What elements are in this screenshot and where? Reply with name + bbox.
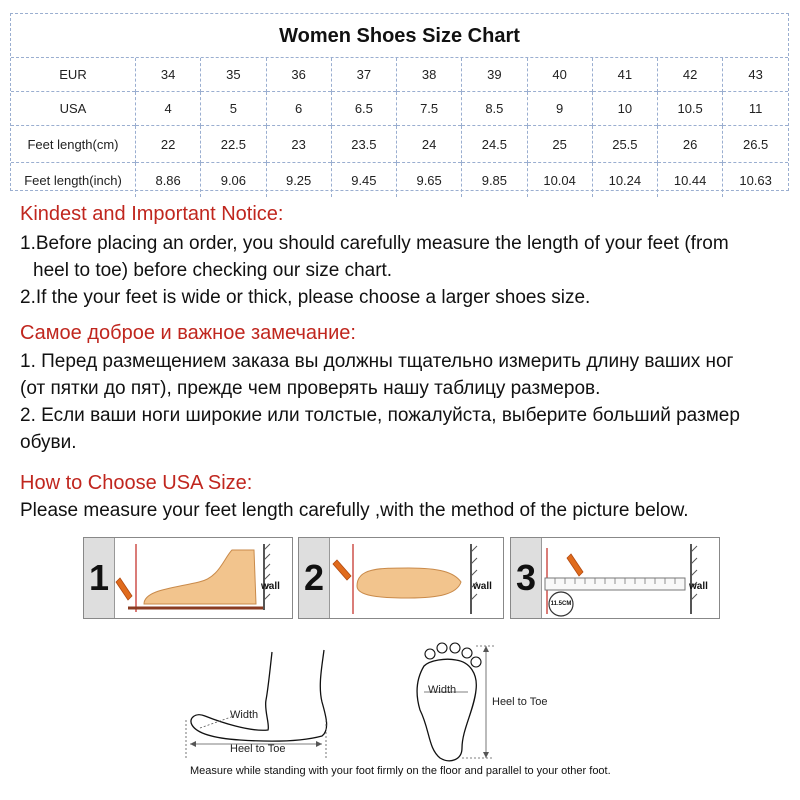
step-1-figure bbox=[83, 537, 293, 619]
table-cell: 9 bbox=[527, 92, 592, 126]
table-cell: 25 bbox=[527, 126, 592, 163]
step-1-number: 1 bbox=[88, 557, 110, 598]
table-cell: 38 bbox=[397, 58, 462, 92]
ruler-measure-illustration bbox=[541, 538, 721, 620]
table-cell: 10.04 bbox=[527, 163, 592, 198]
step-3-number: 3 bbox=[515, 557, 537, 598]
table-cell: 24 bbox=[397, 126, 462, 163]
notice-ru-line1b: (от пятки до пят), прежде чем проверять нашу таблицу размеров. bbox=[20, 378, 601, 399]
measure-caption: Measure while standing with your foot firmly on the floor and parallel to your other foot. bbox=[190, 765, 611, 777]
table-cell: 9.25 bbox=[266, 163, 331, 198]
table-cell: 24.5 bbox=[462, 126, 527, 163]
table-cell: 6 bbox=[266, 92, 331, 126]
notice-en-line1b: heel to toe) before checking our size chart. bbox=[33, 260, 393, 281]
table-cell: 11 bbox=[723, 92, 788, 126]
table-cell: 9.06 bbox=[201, 163, 266, 198]
table-row bbox=[11, 92, 788, 126]
table-cell: 10.5 bbox=[658, 92, 723, 126]
notice-ru-heading: Самое доброе и важное замечание: bbox=[20, 322, 356, 344]
step-3-figure bbox=[510, 537, 720, 619]
table-cell: 23.5 bbox=[331, 126, 396, 163]
table-cell: 5 bbox=[201, 92, 266, 126]
table-cell: 22 bbox=[136, 126, 201, 163]
notice-en-line2: 2.If the your feet is wide or thick, please choose a larger shoes size. bbox=[20, 287, 591, 308]
howto-heading: How to Choose USA Size: bbox=[20, 472, 253, 494]
table-cell: 9.85 bbox=[462, 163, 527, 198]
chart-title: Women Shoes Size Chart bbox=[11, 14, 788, 58]
wall-label-2: wall bbox=[473, 581, 492, 592]
table-cell: 42 bbox=[658, 58, 723, 92]
foot-top-illustration bbox=[329, 538, 505, 620]
table-cell: 23 bbox=[266, 126, 331, 163]
table-cell: 9.65 bbox=[397, 163, 462, 198]
side-width-label: Width bbox=[230, 709, 259, 721]
side-heel-label: Heel to Toe bbox=[230, 743, 286, 755]
table-cell: 6.5 bbox=[331, 92, 396, 126]
table-row bbox=[11, 58, 788, 92]
table-cell: 9.45 bbox=[331, 163, 396, 198]
size-table bbox=[11, 58, 788, 197]
table-cell: 10.24 bbox=[592, 163, 657, 198]
row-label: Feet length(cm) bbox=[11, 126, 136, 163]
notice-en-line1: 1.Before placing an order, you should carefully measure the length of your feet (from bbox=[20, 233, 729, 254]
howto-line: Please measure your feet length carefully ,with the method of the picture below. bbox=[20, 500, 689, 521]
notice-ru-line1: 1. Перед размещением заказа вы должны тщательно измерить длину ваших ног bbox=[20, 351, 734, 372]
step-2-number: 2 bbox=[303, 557, 325, 598]
row-label: EUR bbox=[59, 67, 87, 82]
table-cell: 4 bbox=[136, 92, 201, 126]
table-cell: 35 bbox=[201, 58, 266, 92]
row-label: Feet length(inch) bbox=[11, 163, 136, 198]
foot-side-illustration bbox=[114, 538, 294, 620]
table-cell: 8.5 bbox=[462, 92, 527, 126]
table-cell: 10.44 bbox=[658, 163, 723, 198]
table-cell: 34 bbox=[136, 58, 201, 92]
table-cell: 39 bbox=[462, 58, 527, 92]
table-cell: 10.63 bbox=[723, 163, 788, 198]
table-cell: 26 bbox=[658, 126, 723, 163]
table-cell: 8.86 bbox=[136, 163, 201, 198]
table-cell: 22.5 bbox=[201, 126, 266, 163]
notice-ru-line2b: обуви. bbox=[20, 432, 77, 453]
table-row bbox=[11, 163, 788, 198]
step-2-figure bbox=[298, 537, 504, 619]
size-chart bbox=[10, 13, 789, 191]
wall-label-3: wall bbox=[689, 581, 708, 592]
top-width-label: Width bbox=[428, 684, 457, 696]
wall-label-1: wall bbox=[261, 581, 280, 592]
notice-en-heading: Kindest and Important Notice: bbox=[20, 203, 284, 225]
row-label: USA bbox=[11, 92, 136, 126]
table-cell: 41 bbox=[592, 58, 657, 92]
table-cell: 7.5 bbox=[397, 92, 462, 126]
table-cell: 40 bbox=[527, 58, 592, 92]
notice-ru-line2: 2. Если ваши ноги широкие или толстые, пожалуйста, выберите больший размер bbox=[20, 405, 740, 426]
measure-badge: 11.5CM bbox=[550, 601, 572, 607]
table-cell: 43 bbox=[723, 58, 788, 92]
table-cell: 36 bbox=[266, 58, 331, 92]
table-row bbox=[11, 126, 788, 163]
table-cell: 25.5 bbox=[592, 126, 657, 163]
top-heel-label: Heel to Toe bbox=[492, 696, 548, 708]
table-cell: 37 bbox=[331, 58, 396, 92]
table-cell: 26.5 bbox=[723, 126, 788, 163]
table-cell: 10 bbox=[592, 92, 657, 126]
